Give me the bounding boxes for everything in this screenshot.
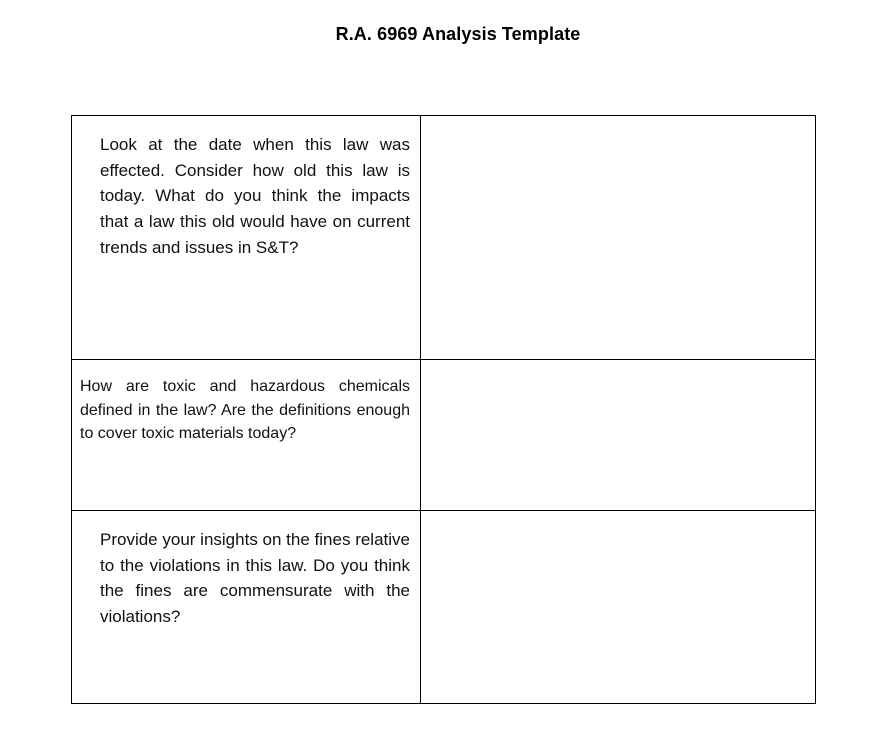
table-row — [72, 116, 816, 360]
question-cell — [72, 360, 421, 511]
table-row — [72, 360, 816, 511]
analysis-table — [71, 115, 816, 704]
question-text: How are toxic and hazardous chemicals defined in the law? Are the definitions enough to cover toxic materials today? — [80, 378, 410, 442]
question-text: Provide your insights on the fines relative to the violations in this law. Do you think the fines are commensurate with the violations? — [100, 530, 410, 627]
page-title: R.A. 6969 Analysis Template — [335, 24, 581, 44]
table-row — [72, 511, 816, 704]
answer-cell[interactable] — [421, 116, 816, 360]
answer-cell[interactable] — [421, 360, 816, 511]
question-cell — [72, 116, 421, 360]
question-text: Look at the date when this law was effected. Consider how old this law is today. What do you think the impacts that a law this old would have on current trends and issues in S&T? — [100, 135, 410, 257]
answer-cell[interactable] — [421, 511, 816, 704]
question-cell — [72, 511, 421, 704]
